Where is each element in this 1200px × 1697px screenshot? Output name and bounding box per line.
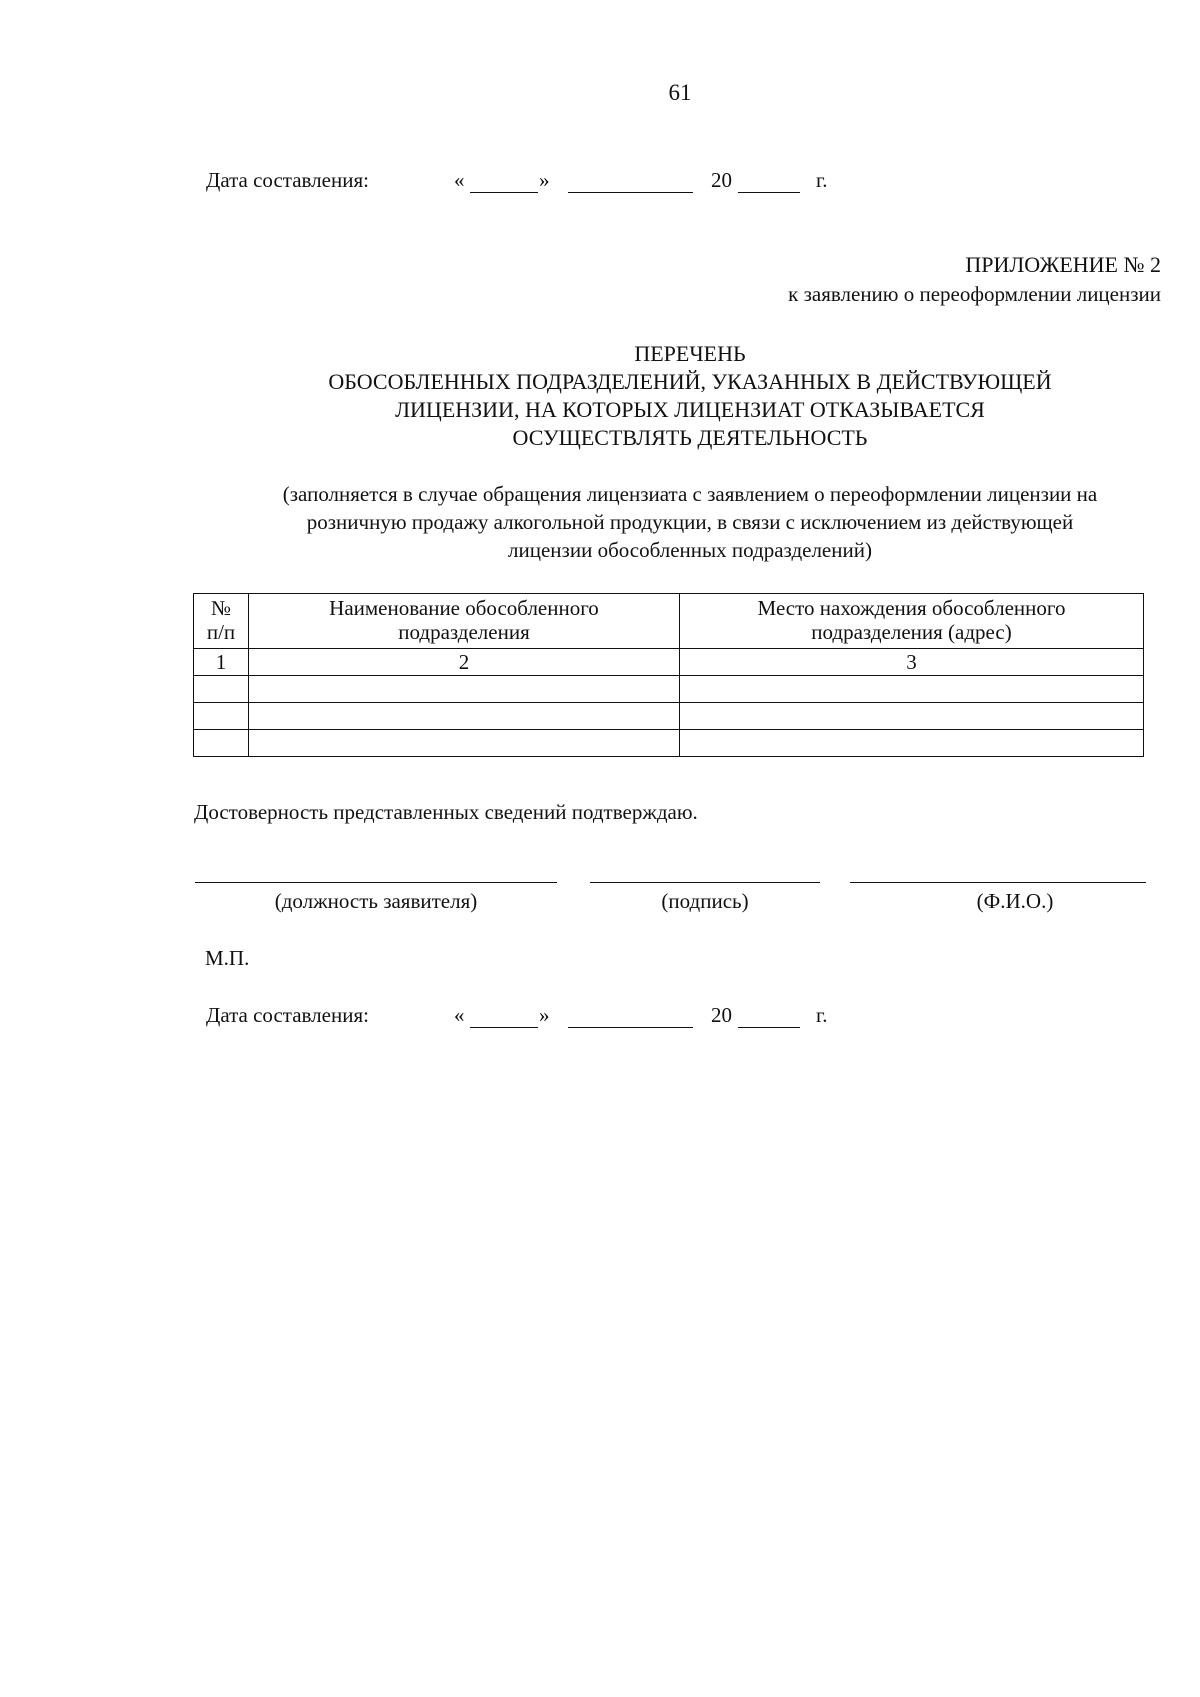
table-row — [194, 703, 1144, 730]
table-cell[interactable] — [249, 703, 680, 730]
note-line: розничную продажу алкогольной продукции, в связи с исключением из действующей — [306, 510, 1074, 534]
page-number: 61 — [668, 80, 692, 105]
title-line: ОБОСОБЛЕННЫХ ПОДРАЗДЕЛЕНИЙ, УКАЗАННЫХ В ДЕЙСТВУЮЩЕЙ — [328, 369, 1052, 394]
year-prefix: 20 — [711, 168, 732, 192]
annex-title: ПРИЛОЖЕНИЕ № 2 — [965, 252, 1161, 277]
title-line: ПЕРЕЧЕНЬ — [634, 341, 746, 366]
table-cell[interactable] — [680, 730, 1144, 757]
annex-subtitle: к заявлению о переоформлении лицензии — [788, 282, 1161, 306]
subdivisions-table — [193, 593, 1144, 757]
quote-close: » — [539, 168, 550, 192]
month-blank[interactable] — [568, 192, 693, 193]
quote-open: « — [454, 168, 465, 192]
quote-open: « — [454, 1003, 465, 1027]
title-line: ЛИЦЕНЗИИ, НА КОТОРЫХ ЛИЦЕНЗИАТ ОТКАЗЫВАЕТСЯ — [395, 397, 985, 422]
confirmation-text: Достоверность представленных сведений подтверждаю. — [194, 800, 698, 824]
date-label: Дата составления: — [206, 1003, 369, 1027]
signature-label: (подпись) — [661, 889, 749, 913]
numbering-cell: 2 — [249, 649, 680, 676]
signature-line[interactable] — [590, 882, 820, 883]
year-suffix: г. — [816, 1003, 828, 1027]
table-row — [194, 676, 1144, 703]
table-cell[interactable] — [249, 730, 680, 757]
header-name: Наименование обособленного подразделения — [249, 594, 680, 649]
table-row — [194, 730, 1144, 757]
date-row-top — [206, 168, 846, 198]
title-line: ОСУЩЕСТВЛЯТЬ ДЕЯТЕЛЬНОСТЬ — [512, 425, 868, 450]
table-cell[interactable] — [249, 676, 680, 703]
date-label: Дата составления: — [206, 168, 369, 192]
position-line[interactable] — [195, 882, 557, 883]
document-note — [190, 480, 1190, 564]
numbering-cell: 3 — [680, 649, 1144, 676]
day-blank[interactable] — [470, 1027, 538, 1028]
document-title — [190, 340, 1190, 452]
table-cell[interactable] — [194, 676, 249, 703]
table-cell[interactable] — [680, 676, 1144, 703]
numbering-cell: 1 — [194, 649, 249, 676]
header-number: № п/п — [194, 594, 249, 649]
month-blank[interactable] — [568, 1027, 693, 1028]
quote-close: » — [539, 1003, 550, 1027]
table-cell[interactable] — [194, 730, 249, 757]
table-cell[interactable] — [680, 703, 1144, 730]
date-row-bottom — [206, 1003, 846, 1033]
table-header-row — [194, 594, 1144, 649]
table-numbering-row — [194, 649, 1144, 676]
full-name-label: (Ф.И.О.) — [976, 889, 1054, 913]
year-blank[interactable] — [738, 1027, 800, 1028]
position-label: (должность заявителя) — [274, 889, 478, 913]
note-line: лицензии обособленных подразделений) — [508, 538, 872, 562]
full-name-line[interactable] — [850, 882, 1146, 883]
year-prefix: 20 — [711, 1003, 732, 1027]
year-blank[interactable] — [738, 192, 800, 193]
table-cell[interactable] — [194, 703, 249, 730]
day-blank[interactable] — [470, 192, 538, 193]
year-suffix: г. — [816, 168, 828, 192]
note-line: (заполняется в случае обращения лицензиата с заявлением о переоформлении лицензии на — [282, 482, 1098, 506]
header-address: Место нахождения обособленного подразделения (адрес) — [680, 594, 1144, 649]
stamp-place: М.П. — [205, 946, 250, 970]
